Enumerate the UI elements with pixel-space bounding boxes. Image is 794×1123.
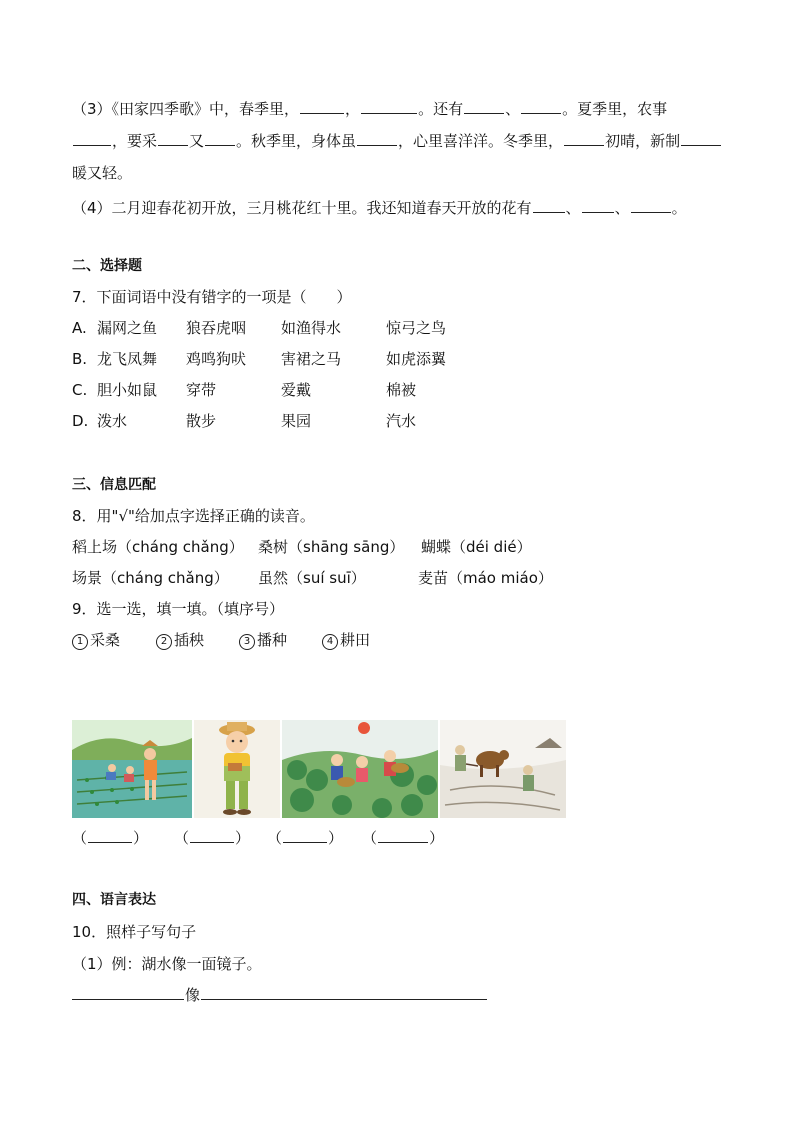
q8-pinyin-item[interactable]: 桑树（shāng sāng） bbox=[258, 538, 405, 556]
answer-blank[interactable] bbox=[73, 131, 111, 146]
q8-pinyin-item[interactable]: 麦苗（máo miáo） bbox=[418, 569, 553, 587]
q7-option-word: 散步 bbox=[186, 412, 217, 430]
picture-answer-2[interactable] bbox=[174, 828, 250, 848]
q9-question: 9．选一选，填一填。（填序号） bbox=[72, 600, 285, 618]
q7-option-c-label[interactable]: C. bbox=[72, 381, 88, 399]
q6-4-sep: 、 bbox=[565, 199, 581, 217]
q9-choice-text: 插秧 bbox=[174, 631, 205, 649]
q6-3-text: ， bbox=[345, 100, 361, 118]
q7-question: 7．下面词语中没有错字的一项是（ ） bbox=[72, 288, 352, 306]
answer-blank[interactable] bbox=[631, 198, 671, 213]
q6-3-text: 又 bbox=[189, 132, 205, 150]
q9-choice bbox=[322, 630, 370, 650]
answer-blank[interactable] bbox=[158, 131, 188, 146]
picture-rice-planting bbox=[72, 720, 192, 818]
answer-blank[interactable] bbox=[378, 828, 428, 843]
q6-3-text: （3）《田家四季歌》中，春季里， bbox=[72, 100, 300, 118]
q9-choice bbox=[156, 630, 204, 650]
q9-choice bbox=[72, 630, 120, 650]
caption-open: （ bbox=[174, 829, 190, 847]
q6-3-text: 初晴，新制 bbox=[605, 132, 681, 150]
q6-4-line bbox=[72, 198, 687, 218]
caption-open: （ bbox=[267, 829, 283, 847]
q6-4-end: 。 bbox=[671, 199, 687, 217]
q7-option-word: 如虎添翼 bbox=[386, 350, 447, 368]
q9-choice-text: 耕田 bbox=[340, 631, 371, 649]
q10-question: 10．照样子写句子 bbox=[72, 923, 197, 941]
q7-option-a-label[interactable]: A. bbox=[72, 319, 87, 337]
q9-choice bbox=[239, 630, 287, 650]
circled-number: 4 bbox=[322, 634, 338, 650]
q7-option-d-label[interactable]: D. bbox=[72, 412, 89, 430]
q6-3-line1 bbox=[72, 99, 667, 119]
q6-3-text: 、 bbox=[505, 100, 521, 118]
picture-answer-1[interactable] bbox=[72, 828, 148, 848]
answer-blank[interactable] bbox=[582, 198, 614, 213]
picture-answer-4[interactable] bbox=[362, 828, 444, 848]
answer-blank[interactable] bbox=[283, 828, 327, 843]
picture-mulberry-picking bbox=[282, 720, 438, 818]
circled-number: 2 bbox=[156, 634, 172, 650]
answer-blank[interactable] bbox=[521, 99, 561, 114]
q7-option-word: 爱戴 bbox=[281, 381, 312, 399]
picture-ploughing bbox=[440, 720, 566, 818]
q6-3-text: 。秋季里，身体虽 bbox=[236, 132, 357, 150]
caption-close: ） bbox=[133, 829, 149, 847]
q7-option-word: 果园 bbox=[281, 412, 312, 430]
q7-option-word: 泼水 bbox=[97, 412, 128, 430]
q7-option-word: 胆小如鼠 bbox=[97, 381, 158, 399]
q6-3-text: ，心里喜洋洋。冬季里， bbox=[398, 132, 564, 150]
section-4-title: 四、语言表达 bbox=[72, 892, 156, 908]
answer-blank[interactable] bbox=[88, 828, 132, 843]
q6-3-text: 。夏季里，农事 bbox=[562, 100, 668, 118]
q7-option-word: 龙飞凤舞 bbox=[97, 350, 158, 368]
answer-blank[interactable] bbox=[190, 828, 234, 843]
q10-fill-word: 像 bbox=[185, 986, 201, 1004]
q9-choice-text: 采桑 bbox=[90, 631, 121, 649]
answer-blank[interactable] bbox=[464, 99, 504, 114]
picture-farmer-boy bbox=[194, 720, 280, 818]
picture-answer-3[interactable] bbox=[267, 828, 343, 848]
answer-blank[interactable] bbox=[201, 985, 487, 1000]
caption-open: （ bbox=[362, 829, 378, 847]
q10-example: （1）例：湖水像一面镜子。 bbox=[72, 955, 262, 973]
answer-blank[interactable] bbox=[533, 198, 565, 213]
q6-3-text: ，要采 bbox=[112, 132, 158, 150]
q7-option-word: 惊弓之鸟 bbox=[386, 319, 447, 337]
q8-question: 8．用"√"给加点字选择正确的读音。 bbox=[72, 507, 315, 525]
q6-4-sep: 、 bbox=[614, 199, 630, 217]
circled-number: 1 bbox=[72, 634, 88, 650]
answer-blank[interactable] bbox=[564, 131, 604, 146]
q8-pinyin-item[interactable]: 场景（cháng chǎng） bbox=[72, 569, 229, 587]
q7-option-word: 穿带 bbox=[186, 381, 217, 399]
answer-blank[interactable] bbox=[357, 131, 397, 146]
q7-option-word: 汽水 bbox=[386, 412, 417, 430]
q6-3-line2 bbox=[72, 131, 722, 151]
caption-close: ） bbox=[235, 829, 251, 847]
answer-blank[interactable] bbox=[681, 131, 721, 146]
q8-pinyin-item[interactable]: 稻上场（cháng chǎng） bbox=[72, 538, 244, 556]
answer-blank[interactable] bbox=[72, 985, 184, 1000]
caption-open: （ bbox=[72, 829, 88, 847]
section-2-title: 二、选择题 bbox=[72, 258, 142, 274]
q7-option-word: 狼吞虎咽 bbox=[186, 319, 247, 337]
q7-option-word: 害裙之马 bbox=[281, 350, 342, 368]
q7-option-word: 鸡鸣狗吠 bbox=[186, 350, 247, 368]
q8-pinyin-item[interactable]: 虽然（suí suī） bbox=[258, 569, 366, 587]
q7-option-word: 漏网之鱼 bbox=[97, 319, 158, 337]
q10-fill-line bbox=[72, 985, 488, 1005]
q6-4-text: （4）二月迎春花初开放，三月桃花红十里。我还知道春天开放的花有 bbox=[72, 199, 532, 217]
q7-option-b-label[interactable]: B. bbox=[72, 350, 88, 368]
q9-choice-text: 播种 bbox=[257, 631, 288, 649]
q7-option-word: 棉被 bbox=[386, 381, 417, 399]
circled-number: 3 bbox=[239, 634, 255, 650]
caption-close: ） bbox=[328, 829, 344, 847]
answer-blank[interactable] bbox=[300, 99, 344, 114]
q8-pinyin-item[interactable]: 蝴蝶（déi dié） bbox=[421, 538, 532, 556]
q6-3-line3: 暖又轻。 bbox=[72, 164, 133, 182]
q6-3-text: 。还有 bbox=[418, 100, 464, 118]
section-3-title: 三、信息匹配 bbox=[72, 477, 156, 493]
answer-blank[interactable] bbox=[205, 131, 235, 146]
caption-close: ） bbox=[429, 829, 445, 847]
q7-option-word: 如渔得水 bbox=[281, 319, 342, 337]
answer-blank[interactable] bbox=[361, 99, 417, 114]
